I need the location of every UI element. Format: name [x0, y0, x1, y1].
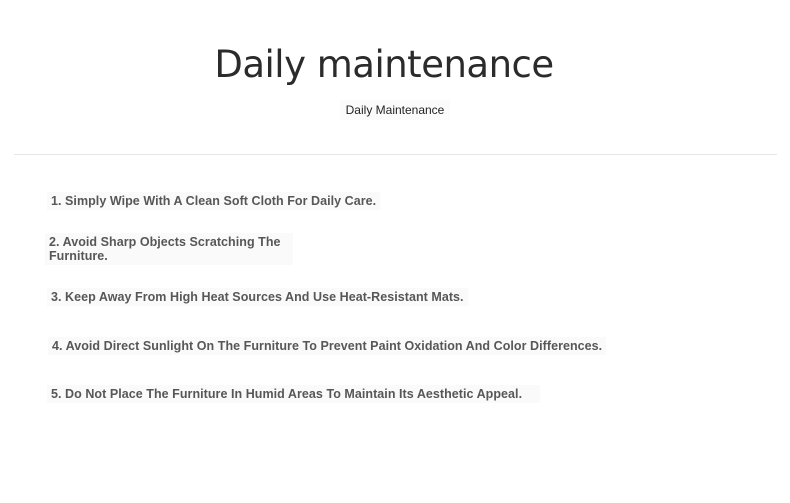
- maintenance-tip-1: 1. Simply Wipe With A Clean Soft Cloth For Daily Care.: [47, 192, 380, 210]
- page-subtitle: Daily Maintenance: [340, 100, 451, 120]
- page-title: Daily maintenance: [214, 43, 554, 86]
- section-divider: [14, 154, 777, 155]
- maintenance-tip-3: 3. Keep Away From High Heat Sources And Use Heat-Resistant Mats.: [47, 288, 468, 306]
- maintenance-tip-4: 4. Avoid Direct Sunlight On The Furniture To Prevent Paint Oxidation And Color Differences.: [48, 337, 606, 355]
- subtitle-container: [0, 100, 790, 120]
- maintenance-tip-5: 5. Do Not Place The Furniture In Humid Areas To Maintain Its Aesthetic Appeal.: [47, 385, 540, 403]
- maintenance-tip-2: 2. Avoid Sharp Objects Scratching The Furniture.: [45, 233, 293, 265]
